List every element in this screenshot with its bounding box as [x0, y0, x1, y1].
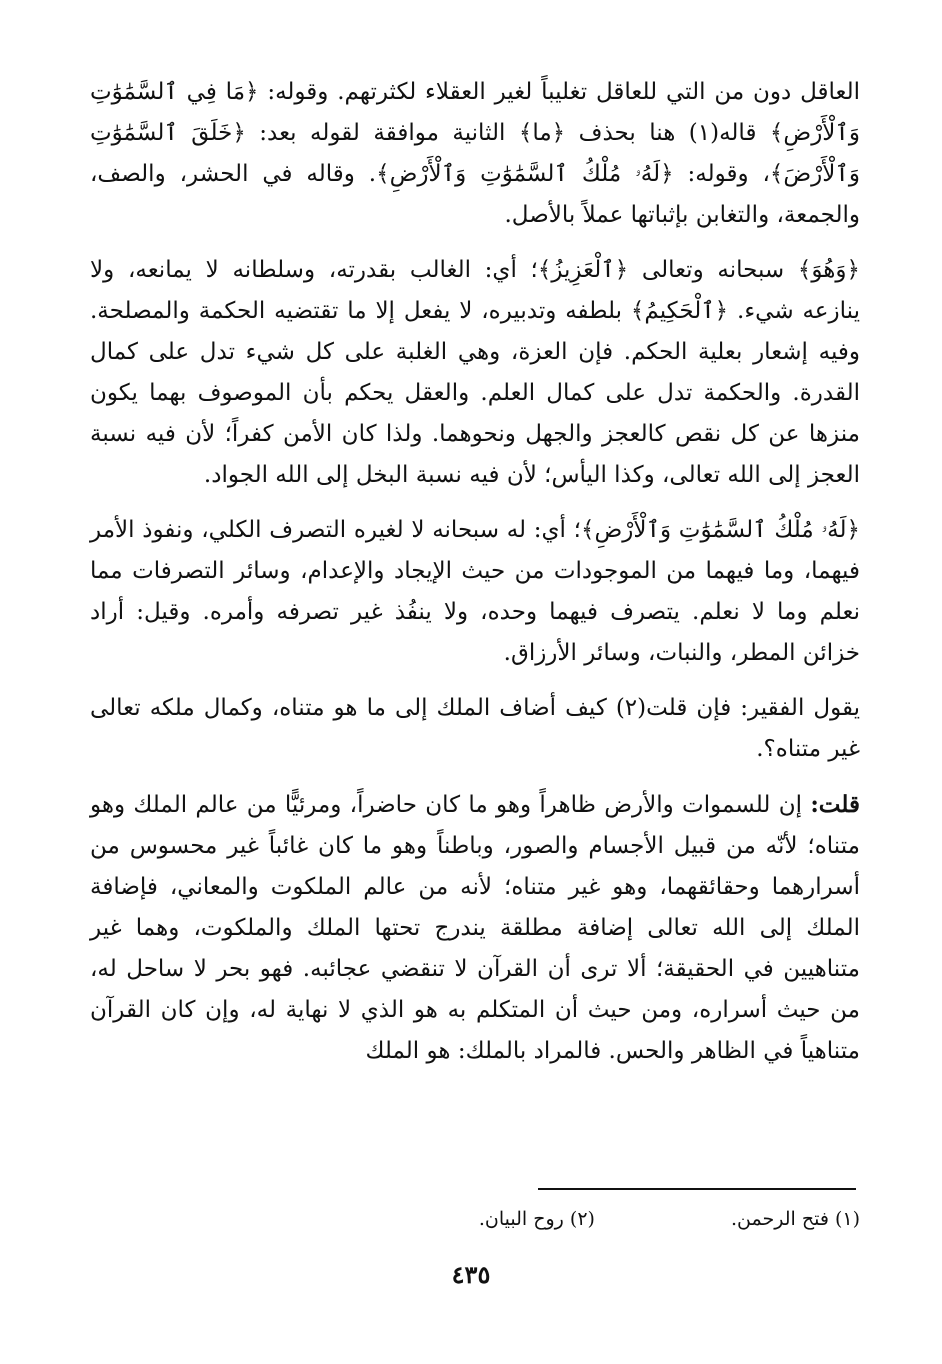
footnote-2: (٢) روح البيان.	[478, 1208, 595, 1230]
paragraph-5-text: إن للسموات والأرض ظاهراً وهو ما كان حاضراً، ومرئيًّا من عالم الملك وهو متناه؛ لأنّه من قبيل الأجسام والصور، وباطناً وهو ما كان غائباً غير محسوس من أسرارهما وحقائقهما، وهو غير متناه؛ لأنه من عالم الملكوت والمعاني، فإضافة الملك إلى الله تعالى إضافة مطلقة يندرج تحتها الملك والملكوت، وهما غير متناهيين في الحقيقة؛ ألا ترى أن القرآن لا تنقضي عجائبه. فهو بحر لا ساحل له، من حيث أسراره، ومن حيث أن المتكلم به هو الذي لا نهاية له، وإن كان القرآن متناهياً في الظاهر والحس. فالمراد بالملك: هو الملك	[90, 792, 860, 1064]
paragraph-1-text: العاقل دون من التي للعاقل تغليباً لغير العقلاء لكثرتهم. وقوله: ﴿مَا فِي ٱلسَّمَٰوَٰتِ وَٱلْأَرْضِ﴾ قاله(١) هنا بحذف ﴿ما﴾ الثانية موافقة لقوله بعد: ﴿خَلَقَ ٱلسَّمَٰوَٰتِ وَٱلْأَرْضَ﴾، وقوله: ﴿لَهُۥ مُلْكُ ٱلسَّمَٰوَٰتِ وَٱلْأَرْضِ﴾. وقاله في الحشر، والصف، والجمعة، والتغابن بإثباتها عملاً بالأصل.	[90, 79, 860, 228]
footnotes	[90, 1204, 860, 1234]
paragraph-4-text: يقول الفقير: فإن قلت(٢) كيف أضاف الملك إلى ما هو متناه، وكمال ملكه تعالى غير متناه؟.	[90, 695, 860, 762]
paragraph-5	[90, 784, 860, 1072]
paragraph-3	[90, 510, 860, 674]
paragraph-1	[90, 72, 860, 236]
page-body	[90, 72, 860, 1086]
paragraph-2	[90, 250, 860, 496]
page-number: ٤٣٥	[451, 1260, 491, 1289]
paragraph-5-lead: قلت:	[810, 791, 860, 818]
paragraph-4	[90, 688, 860, 770]
footnote-divider	[538, 1188, 856, 1190]
paragraph-3-text: ﴿لَهُۥ مُلْكُ ٱلسَّمَٰوَٰتِ وَٱلْأَرْضِ﴾؛ أي: له سبحانه لا لغيره التصرف الكلي، ونفوذ الأمر فيهما، وما فيهما من الموجودات من حيث الإيجاد والإعدام، وسائر التصرفات مما نعلم وما لا نعلم. يتصرف فيهما وحده، ولا ينفُذ غير تصرفه وأمره. وقيل: أراد خزائن المطر، والنبات، وسائر الأرزاق.	[90, 517, 860, 666]
paragraph-2-text: ﴿وَهُوَ﴾ سبحانه وتعالى ﴿ٱلْعَزِيزُ﴾؛ أي: الغالب بقدرته، وسلطانه لا يمانعه، ولا ينازعه شيء. ﴿ٱلْحَكِيمُ﴾ بلطفه وتدبيره، لا يفعل إلا ما تقتضيه الحكمة والمصلحة. وفيه إشعار بعلية الحكم. فإن العزة، وهي الغلبة على كل شيء تدل على كمال القدرة. والحكمة تدل على كمال العلم. والعقل يحكم بأن الموصوف بهما يكون منزها عن كل نقص كالعجز والجهل ونحوهما. ولذا كان الأمن كفراً؛ لأن فيه نسبة العجز إلى الله تعالى، وكذا اليأس؛ لأن فيه نسبة البخل إلى الله الجواد.	[90, 257, 860, 488]
footnote-1: (١) فتح الرحمن.	[731, 1208, 860, 1230]
